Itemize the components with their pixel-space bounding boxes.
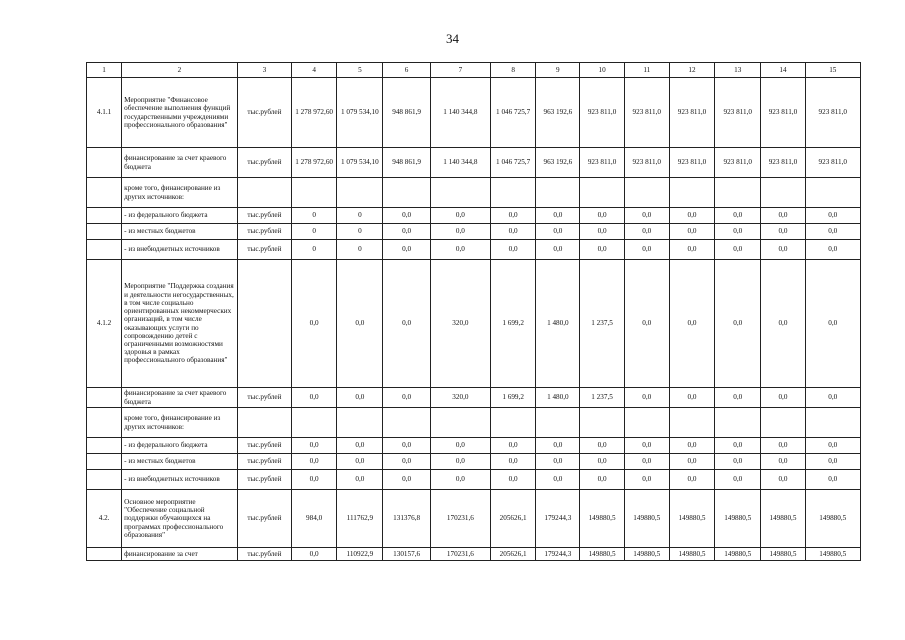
value-cell: 0 [337, 240, 383, 260]
value-cell: 0,0 [491, 208, 536, 224]
unit-cell: тыс.рублей [237, 388, 291, 408]
value-cell: 0,0 [491, 454, 536, 470]
value-cell: 923 811,0 [715, 78, 761, 148]
value-cell: 923 811,0 [715, 148, 761, 178]
value-cell [805, 408, 860, 438]
header-cell: 8 [491, 63, 536, 78]
value-cell: 0,0 [761, 208, 805, 224]
row-name-cell: - из федерального бюджета [122, 208, 238, 224]
value-cell: 0,0 [715, 388, 761, 408]
value-cell: 0,0 [292, 470, 337, 490]
unit-cell: тыс.рублей [237, 240, 291, 260]
value-cell: 205626,1 [491, 548, 536, 561]
value-cell [491, 408, 536, 438]
value-cell: 1 237,5 [580, 388, 624, 408]
value-cell: 149880,5 [580, 548, 624, 561]
value-cell: 923 811,0 [805, 78, 860, 148]
value-cell: 0,0 [292, 260, 337, 388]
row-number-cell: 4.2. [87, 490, 122, 548]
value-cell: 149880,5 [715, 490, 761, 548]
value-cell [624, 408, 669, 438]
value-cell: 0,0 [430, 240, 490, 260]
value-cell: 0,0 [536, 454, 580, 470]
value-cell: 0,0 [430, 470, 490, 490]
header-cell: 7 [430, 63, 490, 78]
value-cell [580, 178, 624, 208]
row-name-cell: Основное мероприятие "Обеспечение социальной поддержки обучающихся на программах профессионального образования" [122, 490, 238, 548]
value-cell: 149880,5 [715, 548, 761, 561]
value-cell [536, 178, 580, 208]
table-row [87, 438, 861, 454]
value-cell: 0,0 [580, 208, 624, 224]
row-number-cell: 4.1.1 [87, 78, 122, 148]
value-cell: 0,0 [337, 438, 383, 454]
table-row [87, 470, 861, 490]
value-cell: 0,0 [383, 438, 430, 454]
value-cell: 0,0 [715, 208, 761, 224]
value-cell: 0,0 [624, 438, 669, 454]
value-cell: 0,0 [715, 260, 761, 388]
value-cell: 0,0 [624, 454, 669, 470]
header-cell: 4 [292, 63, 337, 78]
value-cell: 149880,5 [669, 548, 714, 561]
value-cell: 0,0 [761, 224, 805, 240]
value-cell [383, 178, 430, 208]
value-cell: 1 278 972,60 [292, 148, 337, 178]
value-cell: 0 [337, 208, 383, 224]
value-cell: 1 237,5 [580, 260, 624, 388]
unit-cell: тыс.рублей [237, 548, 291, 561]
table-row [87, 548, 861, 561]
value-cell: 0,0 [383, 260, 430, 388]
value-cell [580, 408, 624, 438]
value-cell: 923 811,0 [669, 148, 714, 178]
value-cell: 0,0 [715, 454, 761, 470]
value-cell: 0,0 [430, 224, 490, 240]
value-cell [715, 408, 761, 438]
value-cell: 0,0 [383, 470, 430, 490]
row-name-cell: - из внебюджетных источников [122, 470, 238, 490]
value-cell: 0,0 [383, 388, 430, 408]
value-cell: 923 811,0 [805, 148, 860, 178]
value-cell: 0,0 [430, 208, 490, 224]
unit-cell [237, 260, 291, 388]
value-cell: 0 [292, 240, 337, 260]
value-cell: 0,0 [292, 438, 337, 454]
value-cell: 0,0 [624, 388, 669, 408]
value-cell [715, 178, 761, 208]
header-cell: 11 [624, 63, 669, 78]
value-cell: 923 811,0 [580, 78, 624, 148]
value-cell: 0,0 [669, 240, 714, 260]
value-cell: 0,0 [669, 388, 714, 408]
row-number-cell [87, 388, 122, 408]
row-number-cell [87, 224, 122, 240]
row-name-cell: - из местных бюджетов [122, 224, 238, 240]
value-cell: 1 480,0 [536, 388, 580, 408]
value-cell: 923 811,0 [624, 148, 669, 178]
value-cell: 131376,8 [383, 490, 430, 548]
value-cell: 0,0 [761, 438, 805, 454]
value-cell: 0,0 [580, 438, 624, 454]
unit-cell: тыс.рублей [237, 208, 291, 224]
value-cell: 1 079 534,10 [337, 148, 383, 178]
value-cell: 0,0 [337, 260, 383, 388]
value-cell: 0,0 [624, 208, 669, 224]
value-cell: 0,0 [669, 454, 714, 470]
value-cell: 0,0 [624, 470, 669, 490]
value-cell: 923 811,0 [669, 78, 714, 148]
value-cell: 0,0 [491, 470, 536, 490]
value-cell: 0,0 [805, 224, 860, 240]
row-number-cell [87, 548, 122, 561]
value-cell: 923 811,0 [761, 148, 805, 178]
value-cell: 948 861,9 [383, 148, 430, 178]
value-cell [624, 178, 669, 208]
header-cell: 2 [122, 63, 238, 78]
value-cell: 0,0 [715, 224, 761, 240]
row-number-cell [87, 470, 122, 490]
value-cell: 0,0 [624, 260, 669, 388]
value-cell [383, 408, 430, 438]
unit-cell: тыс.рублей [237, 438, 291, 454]
value-cell: 0,0 [383, 208, 430, 224]
row-name-cell: финансирование за счет краевого бюджета [122, 148, 238, 178]
value-cell: 149880,5 [761, 548, 805, 561]
row-number-cell [87, 438, 122, 454]
row-name-cell: Мероприятие "Поддержка создания и деятельности негосударственных, в том числе социально ориентированных некоммерческих организаций, в том числе оказывающих услуги по сопровождению детей с ограниченными возможностями здоровья в рамках профессионального образования" [122, 260, 238, 388]
value-cell: 149880,5 [761, 490, 805, 548]
value-cell: 0,0 [337, 388, 383, 408]
value-cell: 0,0 [536, 208, 580, 224]
unit-cell: тыс.рублей [237, 470, 291, 490]
value-cell: 149880,5 [580, 490, 624, 548]
value-cell: 0,0 [805, 438, 860, 454]
row-name-cell: - из местных бюджетов [122, 454, 238, 470]
value-cell [430, 408, 490, 438]
value-cell: 110922,9 [337, 548, 383, 561]
row-name-cell: финансирование за счет [122, 548, 238, 561]
unit-cell: тыс.рублей [237, 224, 291, 240]
value-cell: 0,0 [669, 470, 714, 490]
value-cell: 0,0 [292, 454, 337, 470]
value-cell: 0,0 [715, 470, 761, 490]
value-cell: 1 699,2 [491, 388, 536, 408]
header-cell: 5 [337, 63, 383, 78]
value-cell: 0,0 [430, 454, 490, 470]
budget-table [86, 62, 861, 561]
row-name-cell: кроме того, финансирование из других источников: [122, 408, 238, 438]
row-number-cell [87, 208, 122, 224]
value-cell: 0,0 [669, 260, 714, 388]
value-cell: 0 [292, 224, 337, 240]
value-cell: 149880,5 [669, 490, 714, 548]
header-cell: 13 [715, 63, 761, 78]
value-cell: 0,0 [761, 240, 805, 260]
value-cell: 0,0 [805, 470, 860, 490]
value-cell: 923 811,0 [580, 148, 624, 178]
value-cell: 963 192,6 [536, 148, 580, 178]
header-cell: 6 [383, 63, 430, 78]
value-cell: 170231,6 [430, 490, 490, 548]
header-cell: 10 [580, 63, 624, 78]
table-row [87, 240, 861, 260]
value-cell: 130157,6 [383, 548, 430, 561]
value-cell: 0,0 [761, 260, 805, 388]
value-cell: 320,0 [430, 388, 490, 408]
value-cell: 0,0 [580, 224, 624, 240]
value-cell: 170231,6 [430, 548, 490, 561]
value-cell: 0,0 [536, 240, 580, 260]
value-cell: 923 811,0 [624, 78, 669, 148]
value-cell: 320,0 [430, 260, 490, 388]
row-name-cell: - из внебюджетных источников [122, 240, 238, 260]
value-cell: 0,0 [536, 438, 580, 454]
value-cell [430, 178, 490, 208]
value-cell: 0 [292, 208, 337, 224]
value-cell: 0,0 [805, 260, 860, 388]
value-cell: 0,0 [669, 224, 714, 240]
unit-cell: тыс.рублей [237, 490, 291, 548]
row-number-cell [87, 408, 122, 438]
value-cell: 0,0 [715, 240, 761, 260]
table-header-row [87, 63, 861, 78]
row-number-cell: 4.1.2 [87, 260, 122, 388]
table-row [87, 454, 861, 470]
row-name-cell: кроме того, финансирование из других источников: [122, 178, 238, 208]
value-cell: 1 079 534,10 [337, 78, 383, 148]
row-number-cell [87, 240, 122, 260]
row-name-cell: Мероприятие "Финансовое обеспечение выполнения функций государственными учреждениями профессионального образования" [122, 78, 238, 148]
value-cell: 0,0 [805, 208, 860, 224]
row-number-cell [87, 148, 122, 178]
value-cell: 111762,9 [337, 490, 383, 548]
table-row [87, 78, 861, 148]
unit-cell [237, 178, 291, 208]
header-cell: 15 [805, 63, 860, 78]
value-cell: 0,0 [383, 454, 430, 470]
row-number-cell [87, 178, 122, 208]
value-cell: 0,0 [580, 454, 624, 470]
table-row [87, 388, 861, 408]
value-cell: 0 [337, 224, 383, 240]
value-cell: 149880,5 [805, 548, 860, 561]
header-cell: 3 [237, 63, 291, 78]
value-cell: 205626,1 [491, 490, 536, 548]
value-cell: 179244,3 [536, 490, 580, 548]
header-cell: 14 [761, 63, 805, 78]
value-cell: 0,0 [805, 388, 860, 408]
value-cell: 963 192,6 [536, 78, 580, 148]
row-name-cell: - из федерального бюджета [122, 438, 238, 454]
value-cell: 0,0 [292, 388, 337, 408]
value-cell: 149880,5 [624, 490, 669, 548]
value-cell: 0,0 [669, 208, 714, 224]
unit-cell: тыс.рублей [237, 454, 291, 470]
page-number: 34 [446, 31, 459, 46]
value-cell: 0,0 [761, 470, 805, 490]
value-cell: 0,0 [383, 224, 430, 240]
value-cell: 1 140 344,8 [430, 78, 490, 148]
unit-cell [237, 408, 291, 438]
header-cell: 1 [87, 63, 122, 78]
value-cell [292, 178, 337, 208]
value-cell: 0,0 [383, 240, 430, 260]
value-cell: 0,0 [337, 454, 383, 470]
value-cell: 1 046 725,7 [491, 78, 536, 148]
value-cell: 0,0 [337, 470, 383, 490]
value-cell [337, 178, 383, 208]
value-cell [669, 178, 714, 208]
value-cell [536, 408, 580, 438]
value-cell: 149880,5 [805, 490, 860, 548]
value-cell: 0,0 [805, 454, 860, 470]
value-cell: 0,0 [491, 438, 536, 454]
unit-cell: тыс.рублей [237, 148, 291, 178]
value-cell [292, 408, 337, 438]
table-row [87, 260, 861, 388]
value-cell: 0,0 [491, 224, 536, 240]
value-cell [491, 178, 536, 208]
row-name-cell: финансирование за счет краевого бюджета [122, 388, 238, 408]
value-cell [805, 178, 860, 208]
value-cell: 0,0 [761, 454, 805, 470]
value-cell [761, 408, 805, 438]
value-cell [337, 408, 383, 438]
unit-cell: тыс.рублей [237, 78, 291, 148]
value-cell: 0,0 [580, 240, 624, 260]
table-row [87, 178, 861, 208]
value-cell [669, 408, 714, 438]
value-cell: 0,0 [536, 470, 580, 490]
value-cell: 0,0 [430, 438, 490, 454]
value-cell: 1 480,0 [536, 260, 580, 388]
value-cell: 149880,5 [624, 548, 669, 561]
value-cell: 0,0 [292, 548, 337, 561]
value-cell: 0,0 [669, 438, 714, 454]
value-cell: 984,0 [292, 490, 337, 548]
row-number-cell [87, 454, 122, 470]
value-cell: 0,0 [761, 388, 805, 408]
header-cell: 12 [669, 63, 714, 78]
table-row [87, 208, 861, 224]
value-cell [761, 178, 805, 208]
value-cell: 0,0 [715, 438, 761, 454]
value-cell: 1 278 972,60 [292, 78, 337, 148]
value-cell: 923 811,0 [761, 78, 805, 148]
value-cell: 179244,3 [536, 548, 580, 561]
value-cell: 0,0 [624, 224, 669, 240]
value-cell: 1 140 344,8 [430, 148, 490, 178]
value-cell: 1 699,2 [491, 260, 536, 388]
header-cell: 9 [536, 63, 580, 78]
table-row [87, 490, 861, 548]
value-cell: 0,0 [805, 240, 860, 260]
value-cell: 0,0 [624, 240, 669, 260]
value-cell: 1 046 725,7 [491, 148, 536, 178]
table-row [87, 148, 861, 178]
value-cell: 0,0 [580, 470, 624, 490]
value-cell: 0,0 [491, 240, 536, 260]
value-cell: 948 861,9 [383, 78, 430, 148]
table-row [87, 408, 861, 438]
value-cell: 0,0 [536, 224, 580, 240]
table-row [87, 224, 861, 240]
